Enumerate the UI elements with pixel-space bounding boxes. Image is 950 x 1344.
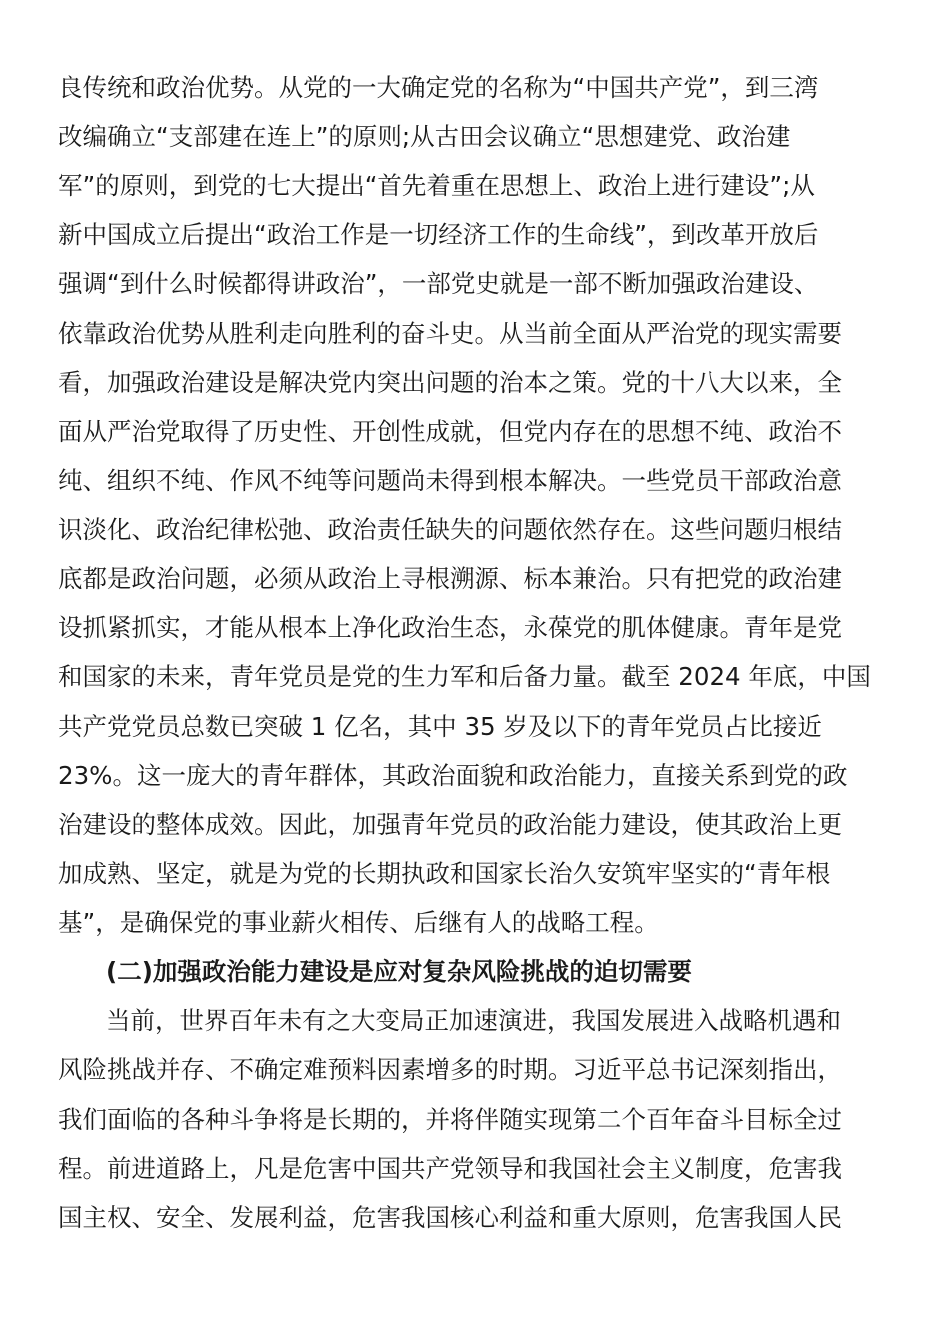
paragraph-line: 治建设的整体成效。因此，加强青年党员的政治能力建设，使其政治上更 xyxy=(58,810,842,839)
paragraph-line: 强调“到什么时候都得讲政治”，一部党史就是一部不断加强政治建设、 xyxy=(58,269,819,298)
paragraph-line: 程。前进道路上，凡是危害中国共产党领导和我国社会主义制度，危害我 xyxy=(58,1154,842,1183)
paragraph-line: 国主权、安全、发展利益，危害我国核心利益和重大原则，危害我国人民 xyxy=(58,1203,842,1232)
paragraph-line: 看，加强政治建设是解决党内突出问题的治本之策。党的十八大以来，全 xyxy=(58,368,842,397)
paragraph-line: 识淡化、政治纪律松弛、政治责任缺失的问题依然存在。这些问题归根结 xyxy=(58,515,842,544)
paragraph-line: 军”的原则，到党的七大提出“首先着重在思想上、政治上进行建设”;从 xyxy=(58,171,815,200)
paragraph-line: 共产党党员总数已突破 1 亿名，其中 35 岁及以下的青年党员占比接近 xyxy=(58,712,822,741)
paragraph-line: 底都是政治问题，必须从政治上寻根溯源、标本兼治。只有把党的政治建 xyxy=(58,564,842,593)
paragraph-line: 风险挑战并存、不确定难预料因素增多的时期。习近平总书记深刻指出， xyxy=(58,1055,842,1084)
paragraph-line: 依靠政治优势从胜利走向胜利的奋斗史。从当前全面从严治党的现实需要 xyxy=(58,319,842,348)
paragraph-line: 基”，是确保党的事业薪火相传、后继有人的战略工程。 xyxy=(58,908,659,937)
paragraph-line: 面从严治党取得了历史性、开创性成就，但党内存在的思想不纯、政治不 xyxy=(58,417,842,446)
paragraph-line: 改编确立“支部建在连上”的原则;从古田会议确立“思想建党、政治建 xyxy=(58,122,791,151)
paragraph-line: 纯、组织不纯、作风不纯等问题尚未得到根本解决。一些党员干部政治意 xyxy=(58,466,842,495)
paragraph-line: 加成熟、坚定，就是为党的长期执政和国家长治久安筑牢坚实的“青年根 xyxy=(58,859,831,888)
paragraph-line: 良传统和政治优势。从党的一大确定党的名称为“中国共产党”，到三湾 xyxy=(58,73,819,102)
paragraph-line: 23%。这一庞大的青年群体，其政治面貌和政治能力，直接关系到党的政 xyxy=(58,761,848,790)
paragraph-line: 和国家的未来，青年党员是党的生力军和后备力量。截至 2024 年底，中国 xyxy=(58,662,871,691)
section-heading: (二)加强政治能力建设是应对复杂风险挑战的迫切需要 xyxy=(106,957,692,986)
paragraph-line: 设抓紧抓实，才能从根本上净化政治生态，永葆党的肌体健康。青年是党 xyxy=(58,613,842,642)
paragraph-line: 当前，世界百年未有之大变局正加速演进，我国发展进入战略机遇和 xyxy=(106,1006,841,1035)
paragraph-line: 新中国成立后提出“政治工作是一切经济工作的生命线”，到改革开放后 xyxy=(58,220,819,249)
paragraph-line: 我们面临的各种斗争将是长期的，并将伴随实现第二个百年奋斗目标全过 xyxy=(58,1105,842,1134)
